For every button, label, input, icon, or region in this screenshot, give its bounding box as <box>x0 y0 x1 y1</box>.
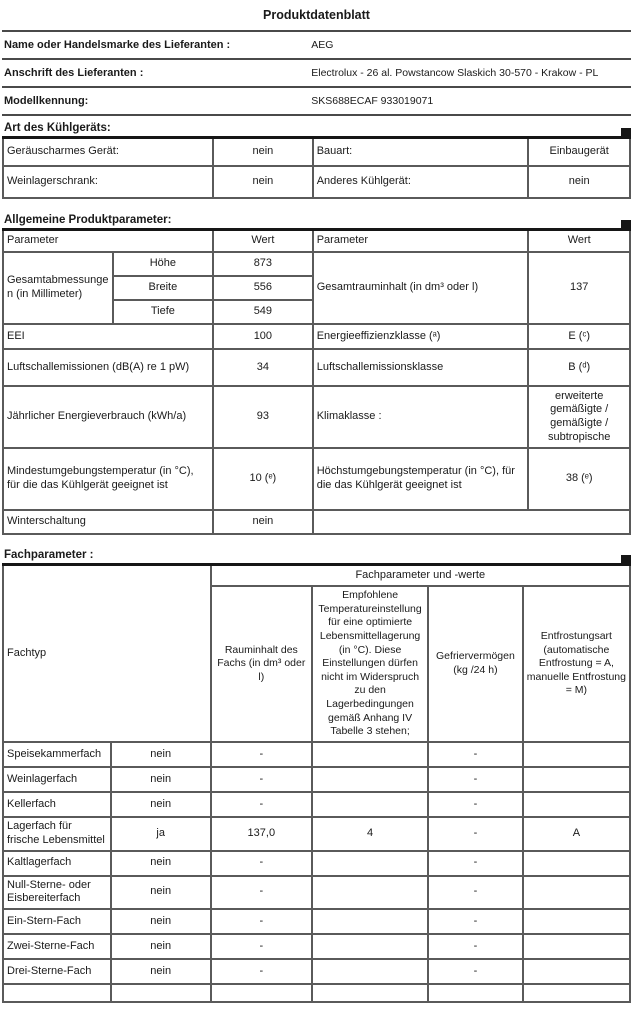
table-cell: - <box>428 934 523 959</box>
table-cell <box>312 984 428 1002</box>
table-cell: - <box>428 817 523 851</box>
table-cell <box>312 876 428 910</box>
group-header-cell: Fachparameter und -werte <box>211 566 630 586</box>
table-cell <box>523 767 630 792</box>
table-row-partial <box>3 984 630 1002</box>
table-cell: nein <box>528 166 630 198</box>
table-cell: Kaltlagerfach <box>3 851 111 876</box>
fachtyp-header-cell: Fachtyp <box>3 566 211 742</box>
table-cell: 137,0 <box>211 817 313 851</box>
general-params-table <box>2 231 631 535</box>
table-cell: - <box>211 742 313 767</box>
table-cell <box>3 984 111 1002</box>
supplier-row <box>2 88 631 116</box>
table-cell: nein <box>111 767 211 792</box>
table-cell: - <box>428 876 523 910</box>
table-cell: Null-Sterne- oder Eisbereiterfach <box>3 876 111 910</box>
table-row <box>3 767 630 792</box>
table-cell <box>523 742 630 767</box>
table-cell <box>312 909 428 934</box>
supplier-row <box>2 60 631 88</box>
table-cell <box>428 984 523 1002</box>
table-cell: 93 <box>213 386 313 448</box>
table-cell: - <box>211 851 313 876</box>
table-cell <box>312 792 428 817</box>
table-cell: - <box>211 876 313 910</box>
table-row <box>3 959 630 984</box>
table-cell: - <box>428 909 523 934</box>
table-cell: 137 <box>528 252 630 324</box>
table-cell: Ein-Stern-Fach <box>3 909 111 934</box>
section-heading-compartments: Fachparameter : <box>2 548 631 566</box>
supplier-name-value: AEG <box>311 39 334 51</box>
table-cell: - <box>211 959 313 984</box>
table-header-cell: Rauminhalt des Fachs (in dm³ oder l) <box>211 586 313 742</box>
table-cell: nein <box>111 851 211 876</box>
table-cell: - <box>428 742 523 767</box>
table-cell: - <box>428 767 523 792</box>
table-row <box>3 851 630 876</box>
table-cell: ja <box>111 817 211 851</box>
table-cell <box>312 767 428 792</box>
table-cell <box>523 959 630 984</box>
table-cell: Gesamtabmessungen (in Millimeter) <box>3 252 113 324</box>
table-cell <box>211 984 313 1002</box>
table-row <box>3 876 630 910</box>
table-cell: nein <box>111 792 211 817</box>
product-type-table <box>2 139 631 199</box>
table-cell: Winterschaltung <box>3 510 213 534</box>
table-cell: - <box>428 959 523 984</box>
table-cell: 4 <box>312 817 428 851</box>
table-cell: 549 <box>213 300 313 324</box>
table-header-cell: Wert <box>528 231 630 252</box>
supplier-row <box>2 32 631 60</box>
table-cell: Lagerfach für frische Lebensmittel <box>3 817 111 851</box>
table-row <box>3 324 630 349</box>
table-header-cell: Gefriervermögen (kg /24 h) <box>428 586 523 742</box>
table-cell: Mindestumgebungstemperatur (in °C), für die das Kühlgerät geeignet ist <box>3 448 213 510</box>
table-row <box>3 386 630 448</box>
table-cell <box>523 851 630 876</box>
table-cell <box>312 959 428 984</box>
table-row <box>3 934 630 959</box>
table-row <box>3 349 630 386</box>
table-cell <box>523 876 630 910</box>
table-row <box>3 448 630 510</box>
table-cell: 100 <box>213 324 313 349</box>
table-cell: 556 <box>213 276 313 300</box>
supplier-address-value: Electrolux - 26 al. Powstancow Slaskich 30-570 - Krakow - PL <box>311 67 599 79</box>
table-cell: Kellerfach <box>3 792 111 817</box>
table-cell: Tiefe <box>113 300 213 324</box>
supplier-address-label: Anschrift des Lieferanten : <box>4 67 144 79</box>
table-cell: Breite <box>113 276 213 300</box>
table-cell: B (ᵈ) <box>528 349 630 386</box>
table-cell <box>111 984 211 1002</box>
table-row <box>3 742 630 767</box>
table-header-cell: Parameter <box>3 231 213 252</box>
table-row <box>3 792 630 817</box>
table-cell: Energieeffizienzklasse (ᵃ) <box>313 324 529 349</box>
table-cell <box>312 742 428 767</box>
table-row <box>3 909 630 934</box>
table-cell: - <box>211 934 313 959</box>
table-cell: EEI <box>3 324 213 349</box>
table-cell: 873 <box>213 252 313 276</box>
table-cell: 10 (ᵉ) <box>213 448 313 510</box>
table-cell: nein <box>111 934 211 959</box>
table-cell: - <box>428 792 523 817</box>
table-row <box>3 166 630 198</box>
supplier-name-label: Name oder Handelsmarke des Lieferanten : <box>4 39 231 51</box>
table-row <box>3 510 630 534</box>
table-header-cell: Entfrostungsart (automatische Entfrostung = A, manuelle Entfrostung = M) <box>523 586 630 742</box>
table-cell: Geräuscharmes Gerät: <box>3 139 213 166</box>
table-row <box>3 139 630 166</box>
table-row <box>3 566 630 586</box>
table-cell: Höchstumgebungstemperatur (in °C), für die das Kühlgerät geeignet ist <box>313 448 529 510</box>
table-cell <box>312 851 428 876</box>
table-cell: Jährlicher Energieverbrauch (kWh/a) <box>3 386 213 448</box>
table-cell: Gesamtrauminhalt (in dm³ oder l) <box>313 252 529 324</box>
table-row <box>3 252 630 276</box>
table-cell: Luftschallemissionsklasse <box>313 349 529 386</box>
table-cell: Speisekammerfach <box>3 742 111 767</box>
table-cell: 38 (ᵉ) <box>528 448 630 510</box>
table-row <box>3 817 630 851</box>
page-title: Produktdatenblatt <box>263 8 370 22</box>
supplier-block <box>2 30 631 116</box>
table-cell: Weinlagerschrank: <box>3 166 213 198</box>
table-cell: - <box>211 792 313 817</box>
table-cell: Weinlagerfach <box>3 767 111 792</box>
table-cell: Zwei-Sterne-Fach <box>3 934 111 959</box>
table-cell: nein <box>111 959 211 984</box>
table-cell <box>523 909 630 934</box>
section-heading-general: Allgemeine Produktparameter: <box>2 213 631 231</box>
table-cell <box>313 510 630 534</box>
table-row <box>3 231 630 252</box>
table-header-cell: Wert <box>213 231 313 252</box>
table-cell: Drei-Sterne-Fach <box>3 959 111 984</box>
compartment-table <box>2 566 631 1003</box>
table-cell: Klimaklasse : <box>313 386 529 448</box>
table-cell <box>523 984 630 1002</box>
table-cell: Höhe <box>113 252 213 276</box>
table-cell: - <box>211 909 313 934</box>
section-heading-type: Art des Kühlgeräts: <box>2 121 631 139</box>
table-cell: Einbaugerät <box>528 139 630 166</box>
table-cell: A <box>523 817 630 851</box>
table-cell: E (ᶜ) <box>528 324 630 349</box>
table-header-cell: Empfohlene Temperatureinstellung für eine optimierte Lebensmittellagerung (in °C). Diese Einstellungen dürfen nicht im Widerspruch zu den Lagerbedingungen gemäß Anhang IV Tabelle 3 stehen; <box>312 586 428 742</box>
table-cell: nein <box>111 909 211 934</box>
table-cell <box>523 934 630 959</box>
table-cell: nein <box>111 742 211 767</box>
table-cell: 34 <box>213 349 313 386</box>
table-cell: nein <box>213 166 313 198</box>
model-id-label: Modellkennung: <box>4 95 89 107</box>
table-cell <box>312 934 428 959</box>
table-cell: Anderes Kühlgerät: <box>313 166 529 198</box>
table-cell <box>523 792 630 817</box>
table-cell: Bauart: <box>313 139 529 166</box>
table-cell: nein <box>213 139 313 166</box>
table-cell: erweiterte gemäßigte / gemäßigte / subtropische <box>528 386 630 448</box>
table-cell: - <box>428 851 523 876</box>
table-cell: Luftschallemissionen (dB(A) re 1 pW) <box>3 349 213 386</box>
table-cell: - <box>211 767 313 792</box>
model-id-value: SKS688ECAF 933019071 <box>311 95 434 107</box>
table-cell: nein <box>111 876 211 910</box>
table-cell: nein <box>213 510 313 534</box>
table-header-cell: Parameter <box>313 231 529 252</box>
